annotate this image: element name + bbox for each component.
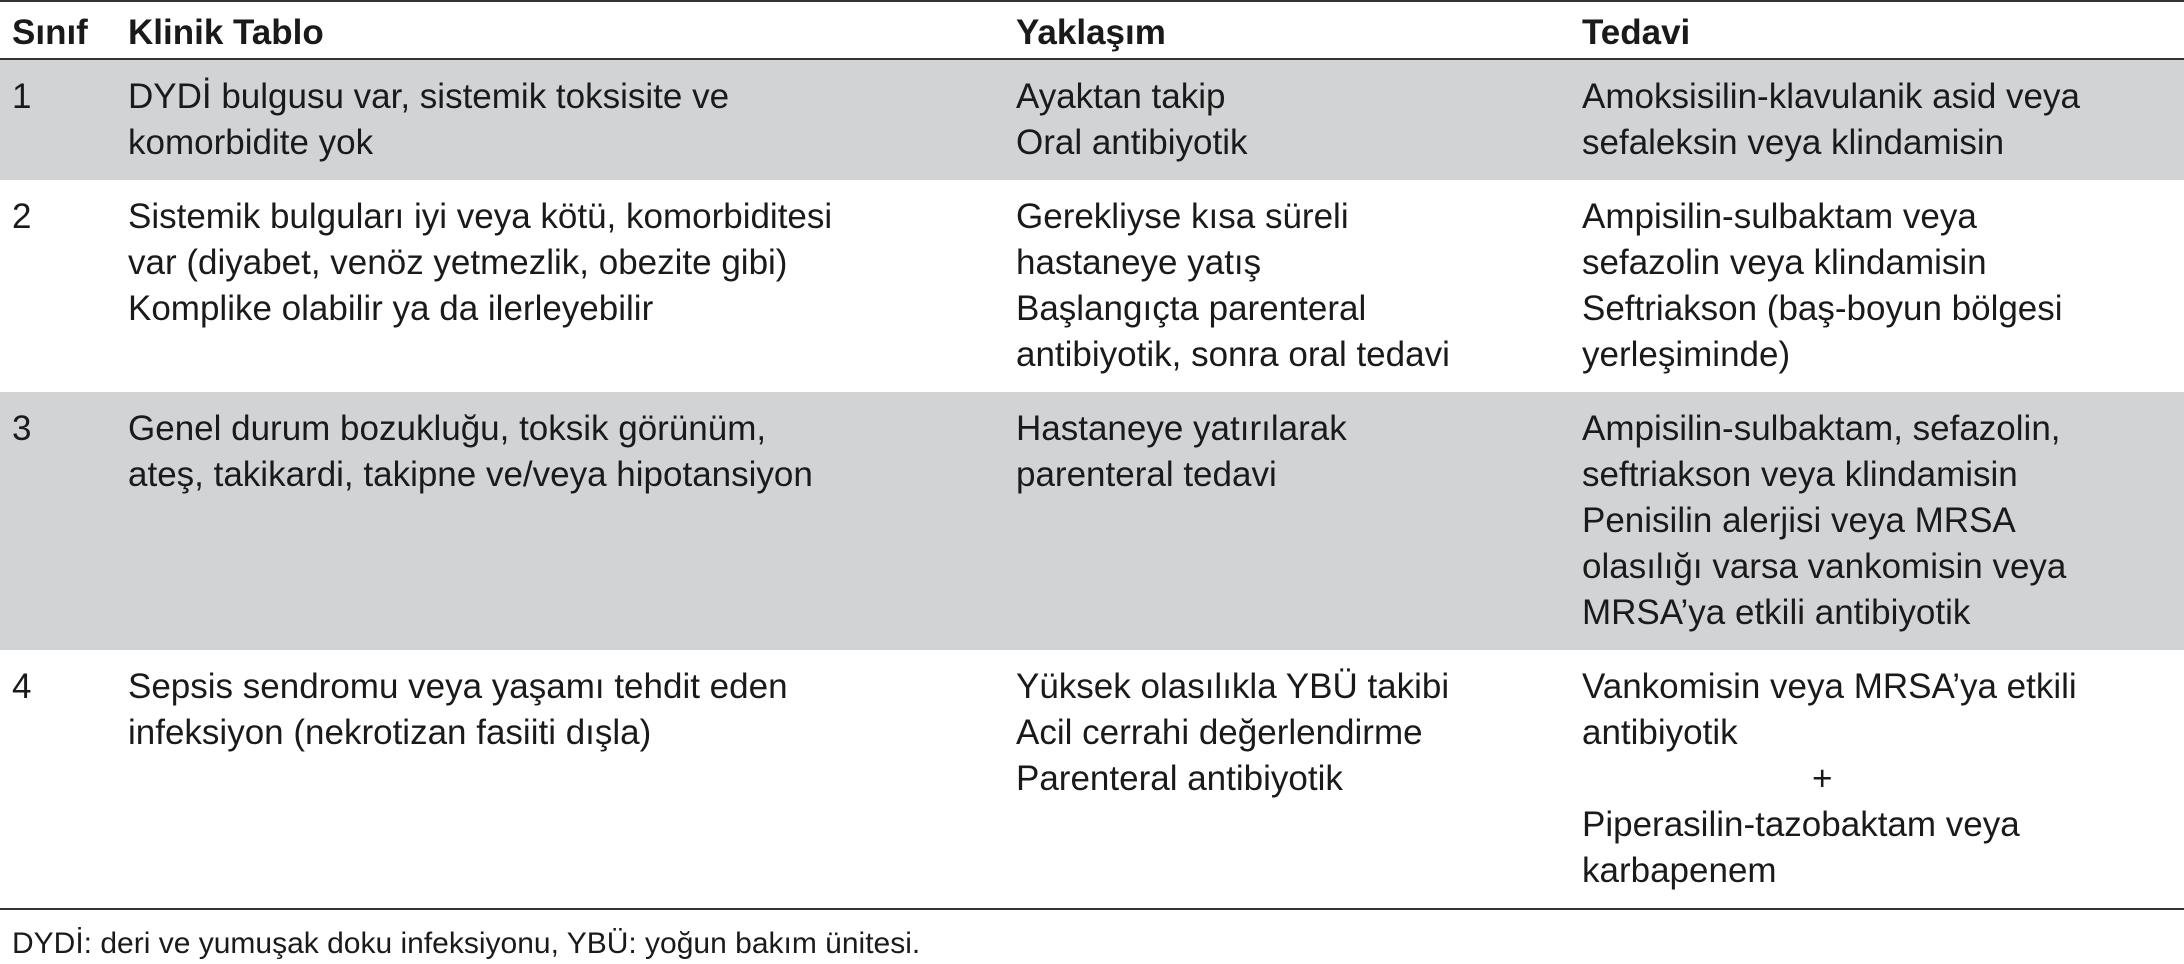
- clinical-line: infeksiyon (nekrotizan fasiiti dışla): [128, 713, 652, 752]
- approach-line: Hastaneye yatırılarak: [1016, 409, 1347, 448]
- header-approach: Yaklaşım: [1016, 1, 1582, 59]
- clinical-line: Komplike olabilir ya da ilerleyebilir: [128, 289, 654, 328]
- table-bottom-rule: [0, 908, 2184, 910]
- treatment-line: yerleşiminde): [1582, 335, 1791, 374]
- treatment-line: Seftriakson (baş-boyun bölgesi: [1582, 289, 2063, 328]
- approach-line: Ayaktan takip: [1016, 77, 1226, 116]
- header-treatment: Tedavi: [1582, 1, 2184, 59]
- treatment-line: sefazolin veya klindamisin: [1582, 243, 1987, 282]
- row-approach: [1016, 60, 1582, 180]
- treatment-line: Vankomisin veya MRSA’ya etkili: [1582, 667, 2077, 706]
- row-treatment: [1582, 180, 2184, 392]
- approach-line: antibiyotik, sonra oral tedavi: [1016, 335, 1450, 374]
- approach-line: hastaneye yatış: [1016, 243, 1262, 282]
- treatment-line: olasılığı varsa vankomisin veya: [1582, 547, 2067, 586]
- row-approach: [1016, 392, 1582, 512]
- treatment-line: Penisilin alerjisi veya MRSA: [1582, 501, 2016, 540]
- row-approach: [1016, 650, 1582, 816]
- plus-sign: +: [1812, 759, 1833, 798]
- table-header-row: [0, 1, 2184, 59]
- approach-line: Acil cerrahi değerlendirme: [1016, 713, 1423, 752]
- row-class: 2: [12, 197, 32, 236]
- treatment-line: antibiyotik: [1582, 713, 1738, 752]
- table-row: [0, 392, 2184, 650]
- table-row: [0, 650, 2184, 908]
- row-treatment: [1582, 650, 2184, 908]
- approach-line: Oral antibiyotik: [1016, 123, 1248, 162]
- treatment-line: Amoksisilin-klavulanik asid veya: [1582, 77, 2080, 116]
- approach-line: parenteral tedavi: [1016, 455, 1277, 494]
- approach-line: Yüksek olasılıkla YBÜ takibi: [1016, 667, 1450, 706]
- clinical-line: DYDİ bulgusu var, sistemik toksisite ve: [128, 77, 730, 116]
- treatment-line: MRSA’ya etkili antibiyotik: [1582, 593, 1971, 632]
- row-treatment: [1582, 392, 2184, 650]
- row-treatment: [1582, 60, 2184, 180]
- row-class: 1: [12, 77, 32, 116]
- treatment-line: Ampisilin-sulbaktam veya: [1582, 197, 1977, 236]
- clinical-line: Sistemik bulguları iyi veya kötü, komorbiditesi: [128, 197, 833, 236]
- row-clinical: [128, 180, 1016, 346]
- treatment-line: Ampisilin-sulbaktam, sefazolin,: [1582, 409, 2061, 448]
- approach-line: Parenteral antibiyotik: [1016, 759, 1343, 798]
- approach-line: Gerekliyse kısa süreli: [1016, 197, 1349, 236]
- treatment-line: karbapenem: [1582, 851, 1777, 890]
- treatment-line: Piperasilin-tazobaktam veya: [1582, 805, 2020, 844]
- approach-line: Başlangıçta parenteral: [1016, 289, 1367, 328]
- row-clinical: [128, 392, 1016, 512]
- table-footnote: DYDİ: deri ve yumuşak doku infeksiyonu, YBÜ: yoğun bakım ünitesi.: [12, 927, 921, 960]
- clinical-line: ateş, takikardi, takipne ve/veya hipotansiyon: [128, 455, 813, 494]
- row-clinical: [128, 650, 1016, 770]
- table-row: [0, 59, 2184, 180]
- row-class: 4: [12, 667, 32, 706]
- header-class: Sınıf: [0, 1, 128, 59]
- treatment-line: seftriakson veya klindamisin: [1582, 455, 2018, 494]
- clinical-line: Genel durum bozukluğu, toksik görünüm,: [128, 409, 767, 448]
- row-clinical: [128, 60, 1016, 180]
- row-approach: [1016, 180, 1582, 392]
- clinical-line: Sepsis sendromu veya yaşamı tehdit eden: [128, 667, 788, 706]
- table-row: [0, 180, 2184, 392]
- clinical-line: komorbidite yok: [128, 123, 374, 162]
- clinical-line: var (diyabet, venöz yetmezlik, obezite gibi): [128, 243, 788, 282]
- header-clinical: Klinik Tablo: [128, 1, 1016, 59]
- treatment-line: sefaleksin veya klindamisin: [1582, 123, 2005, 162]
- row-class: 3: [12, 409, 32, 448]
